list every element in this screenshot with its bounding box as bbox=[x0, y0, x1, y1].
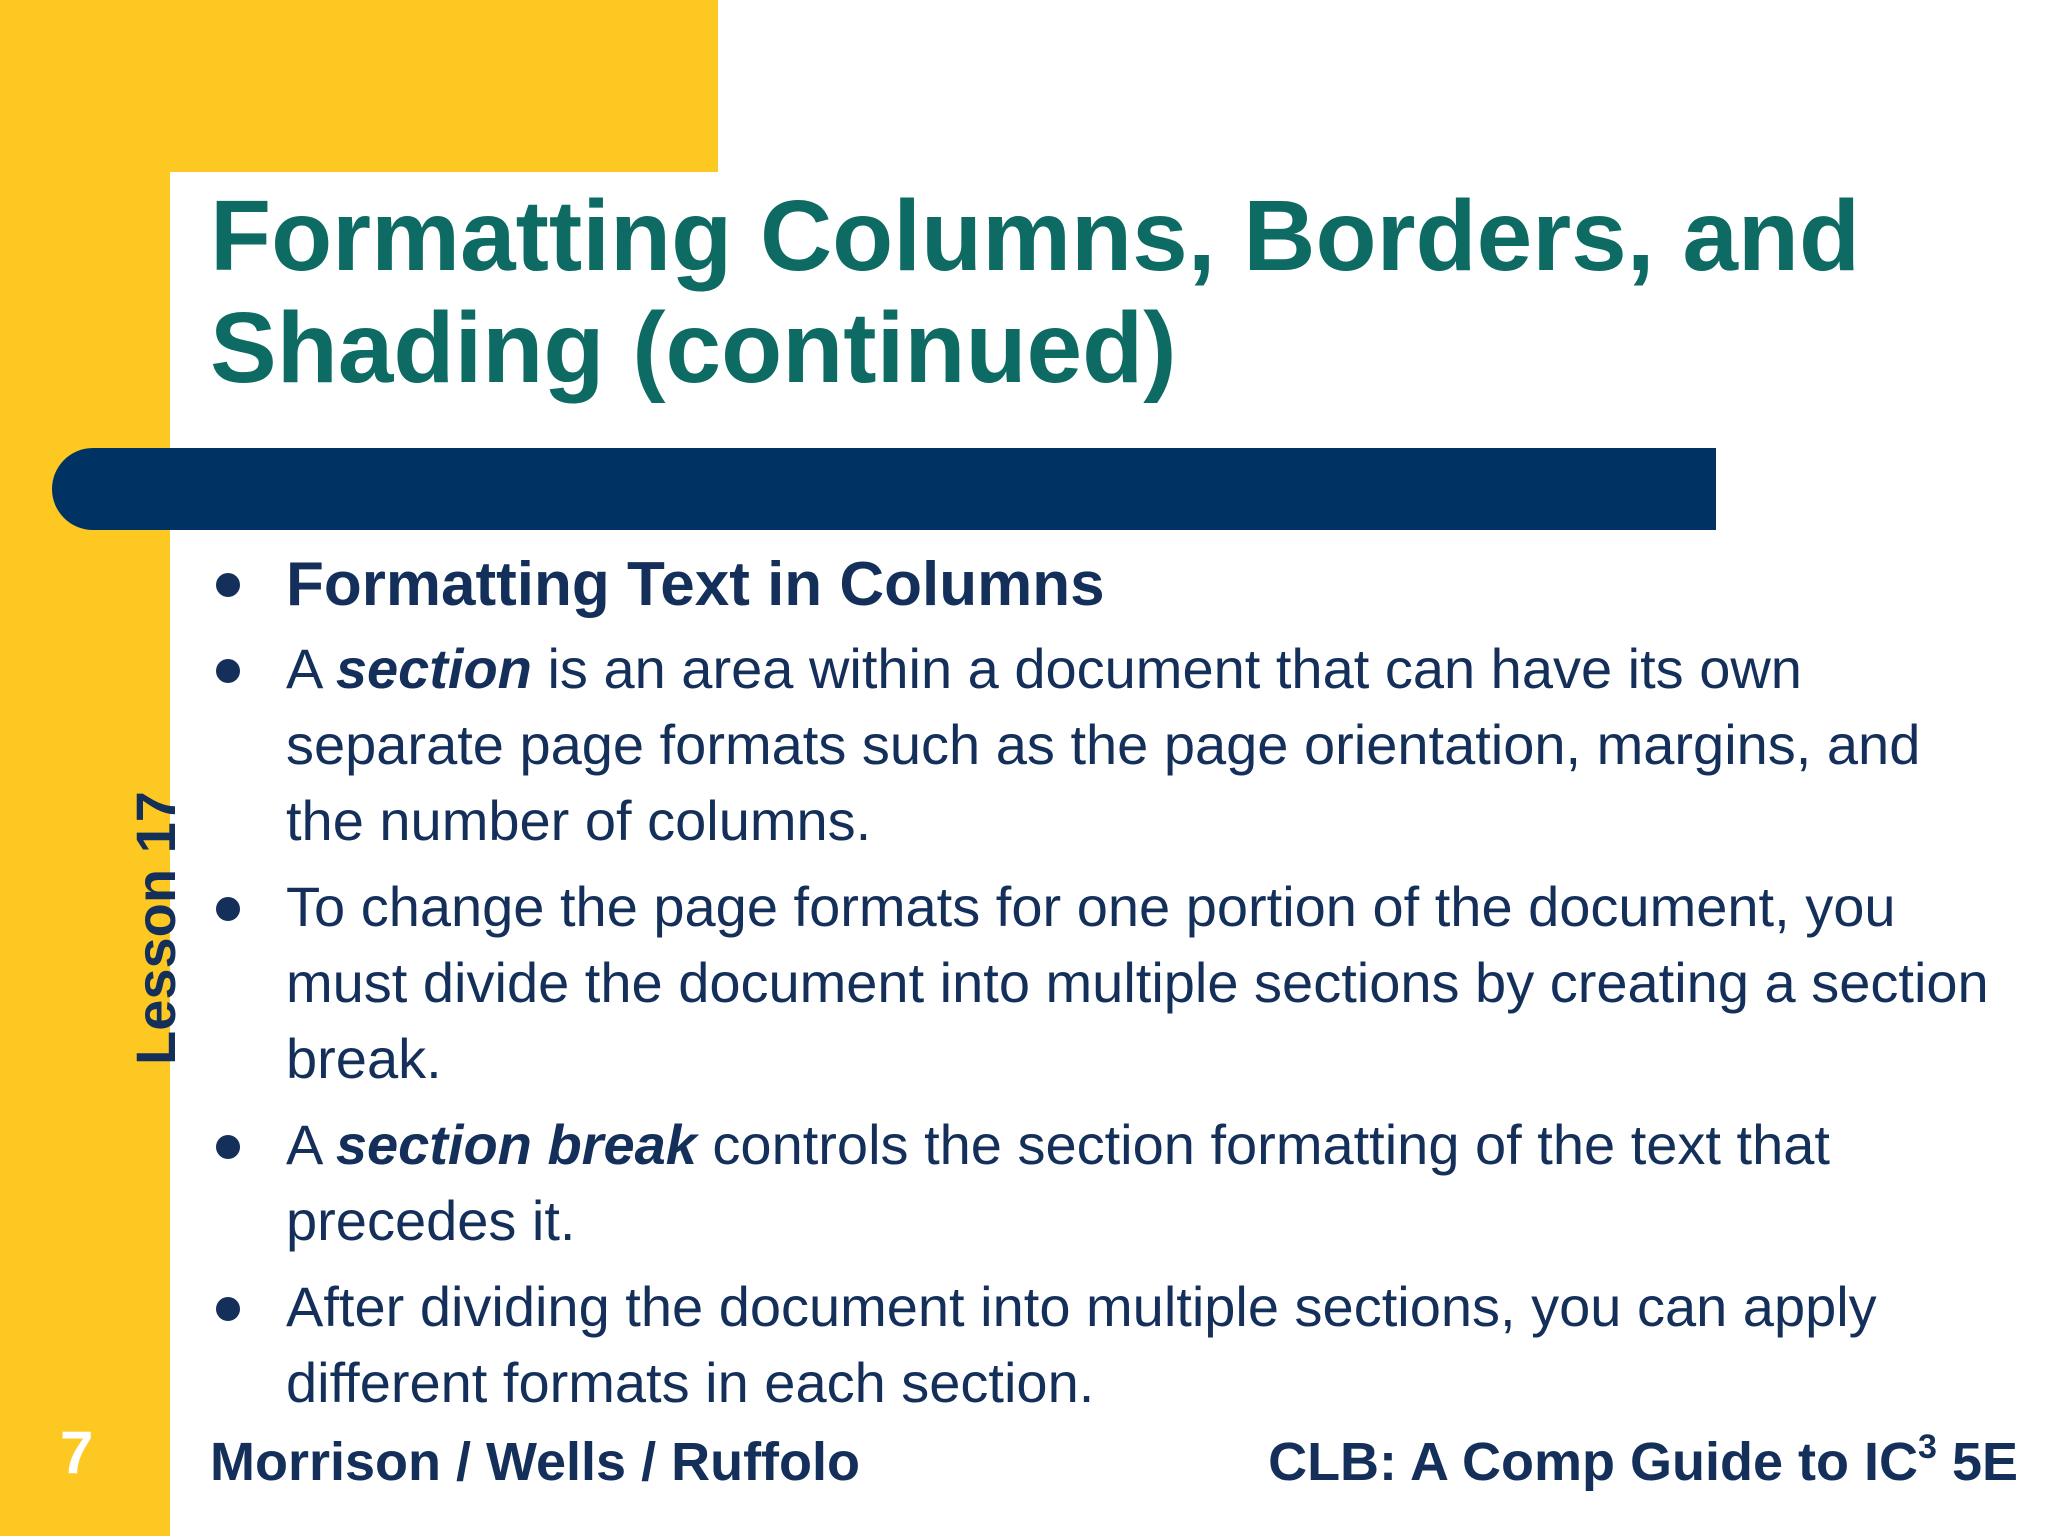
bullet-text-post: is an area within a document that can have its own separate page formats such as the page orientation, margins, and the number of columns. bbox=[286, 637, 1921, 852]
bullet-text: After dividing the document into multiple sections, you can apply different formats in each section. bbox=[286, 1275, 1877, 1414]
lesson-label: Lesson 17 bbox=[124, 791, 187, 1065]
bullet-dot-icon bbox=[216, 659, 240, 683]
bullet-text: Formatting Text in Columns bbox=[286, 550, 1105, 619]
yellow-side-strip bbox=[0, 0, 170, 1536]
term-section-break: section break bbox=[335, 1113, 697, 1176]
bullet-item-heading bbox=[210, 545, 2010, 625]
bullet-text-pre: A bbox=[286, 637, 336, 700]
book-title-edition: 5E bbox=[1936, 1432, 2018, 1492]
slide-title: Formatting Columns, Borders, and Shading (continued) bbox=[210, 180, 1861, 404]
bullet-dot-icon bbox=[216, 897, 240, 921]
page-number: 7 bbox=[60, 1419, 94, 1486]
bullet-dot-icon bbox=[216, 1135, 240, 1159]
bullet-item-apply-formats bbox=[210, 1269, 2010, 1421]
book-title-main: CLB: A Comp Guide to IC bbox=[1268, 1432, 1919, 1492]
bullet-dot-icon bbox=[216, 573, 240, 597]
bullet-list bbox=[210, 545, 2010, 1421]
bullet-item-section-break bbox=[210, 1107, 2010, 1259]
footer-book-title bbox=[1268, 1430, 2018, 1494]
bullet-item-page-formats bbox=[210, 869, 2010, 1097]
term-section: section bbox=[335, 637, 532, 700]
bullet-item-section bbox=[210, 631, 2010, 859]
book-title-superscript: 3 bbox=[1918, 1428, 1937, 1466]
bullet-dot-icon bbox=[216, 1297, 240, 1321]
title-divider-bar bbox=[52, 448, 1716, 530]
bullet-text-post: controls the section formatting of the text that precedes it. bbox=[286, 1113, 1830, 1252]
footer-authors: Morrison / Wells / Ruffolo bbox=[210, 1432, 861, 1492]
bullet-text: To change the page formats for one portion of the document, you must divide the document into multiple sections by creating a section break. bbox=[286, 875, 1989, 1090]
bullet-text-pre: A bbox=[286, 1113, 336, 1176]
